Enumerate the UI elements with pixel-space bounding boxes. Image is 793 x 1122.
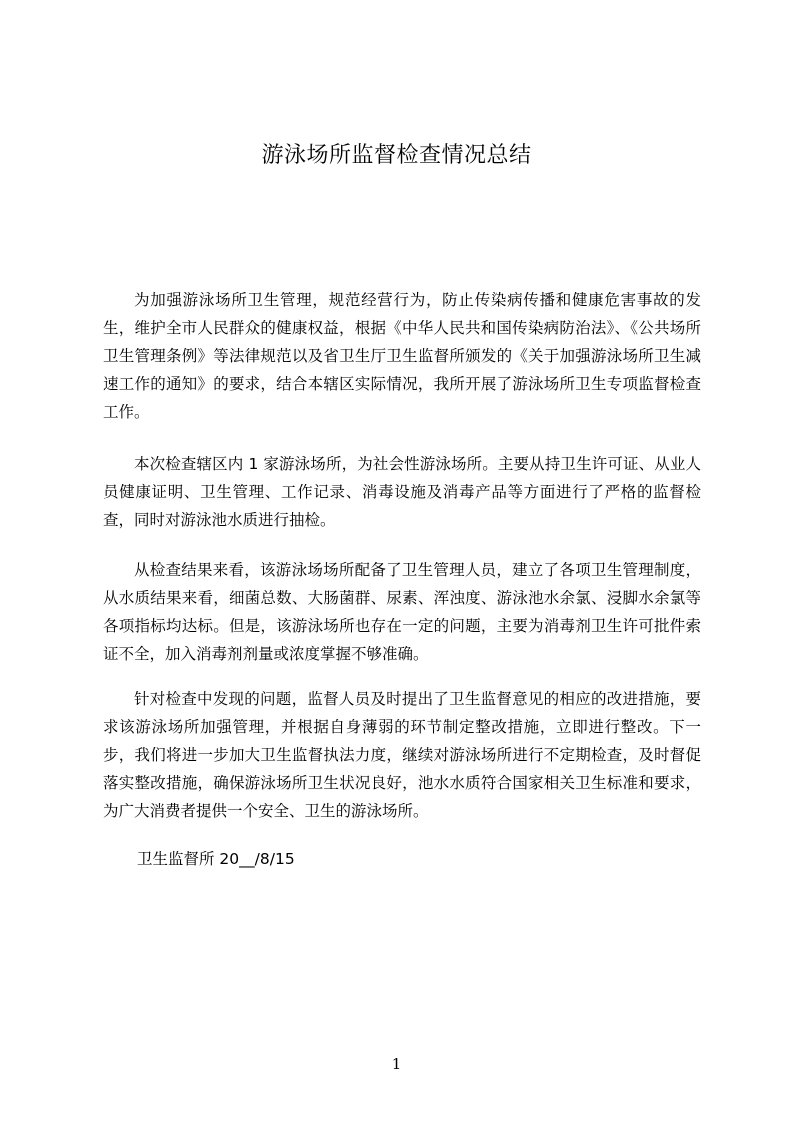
paragraph-2-text: 本次检查辖区内 1 家游泳场所，为社会性游泳场所。主要从持卫生许可证、从业人员健康证明、卫生管理、工作记录、消毒设施及消毒产品等方面进行了严格的监督检查，同时对游泳池水质进行抽检。 bbox=[103, 455, 701, 529]
document-title: 游泳场所监督检查情况总结 bbox=[261, 143, 532, 168]
paragraph-1 bbox=[103, 286, 701, 426]
paragraph-3-text: 从检查结果来看，该游泳场场所配备了卫生管理人员，建立了各项卫生管理制度，从水质结果来看，细菌总数、大肠菌群、尿素、浑浊度、游泳池水余氯、浸脚水余氯等各项指标均达标。但是，该游泳场所也存在一定的问题，主要为消毒剂卫生许可批件索证不全，加入消毒剂剂量或浓度掌握不够准确。 bbox=[103, 561, 701, 663]
signature-line: 卫生监督所 20__/8/15 bbox=[137, 850, 295, 868]
paragraph-4-text: 针对检查中发现的问题，监督人员及时提出了卫生监督意见的相应的改进措施，要求该游泳场所加强管理，并根据自身薄弱的环节制定整改措施，立即进行整改。下一步，我们将进一步加大卫生监督执法力度，继续对游泳场所进行不定期检查，及时督促落实整改措施，确保游泳场所卫生状况良好，池水水质符合国家相关卫生标准和要求，为广大消费者提供一个安全、卫生的游泳场所。 bbox=[103, 690, 701, 820]
paragraph-4 bbox=[103, 685, 701, 825]
page-number: 1 bbox=[391, 1055, 402, 1073]
paragraph-3 bbox=[103, 556, 701, 668]
paragraph-2 bbox=[103, 450, 701, 534]
paragraph-1-text: 为加强游泳场所卫生管理，规范经营行为，防止传染病传播和健康危害事故的发生，维护全市人民群众的健康权益，根据《中华人民共和国传染病防治法》、《公共场所卫生管理条例》等法律规范以及省卫生厅卫生监督所颁发的《关于加强游泳场所卫生减速工作的通知》的要求，结合本辖区实际情况，我所开展了游泳场所卫生专项监督检查工作。 bbox=[103, 291, 701, 421]
